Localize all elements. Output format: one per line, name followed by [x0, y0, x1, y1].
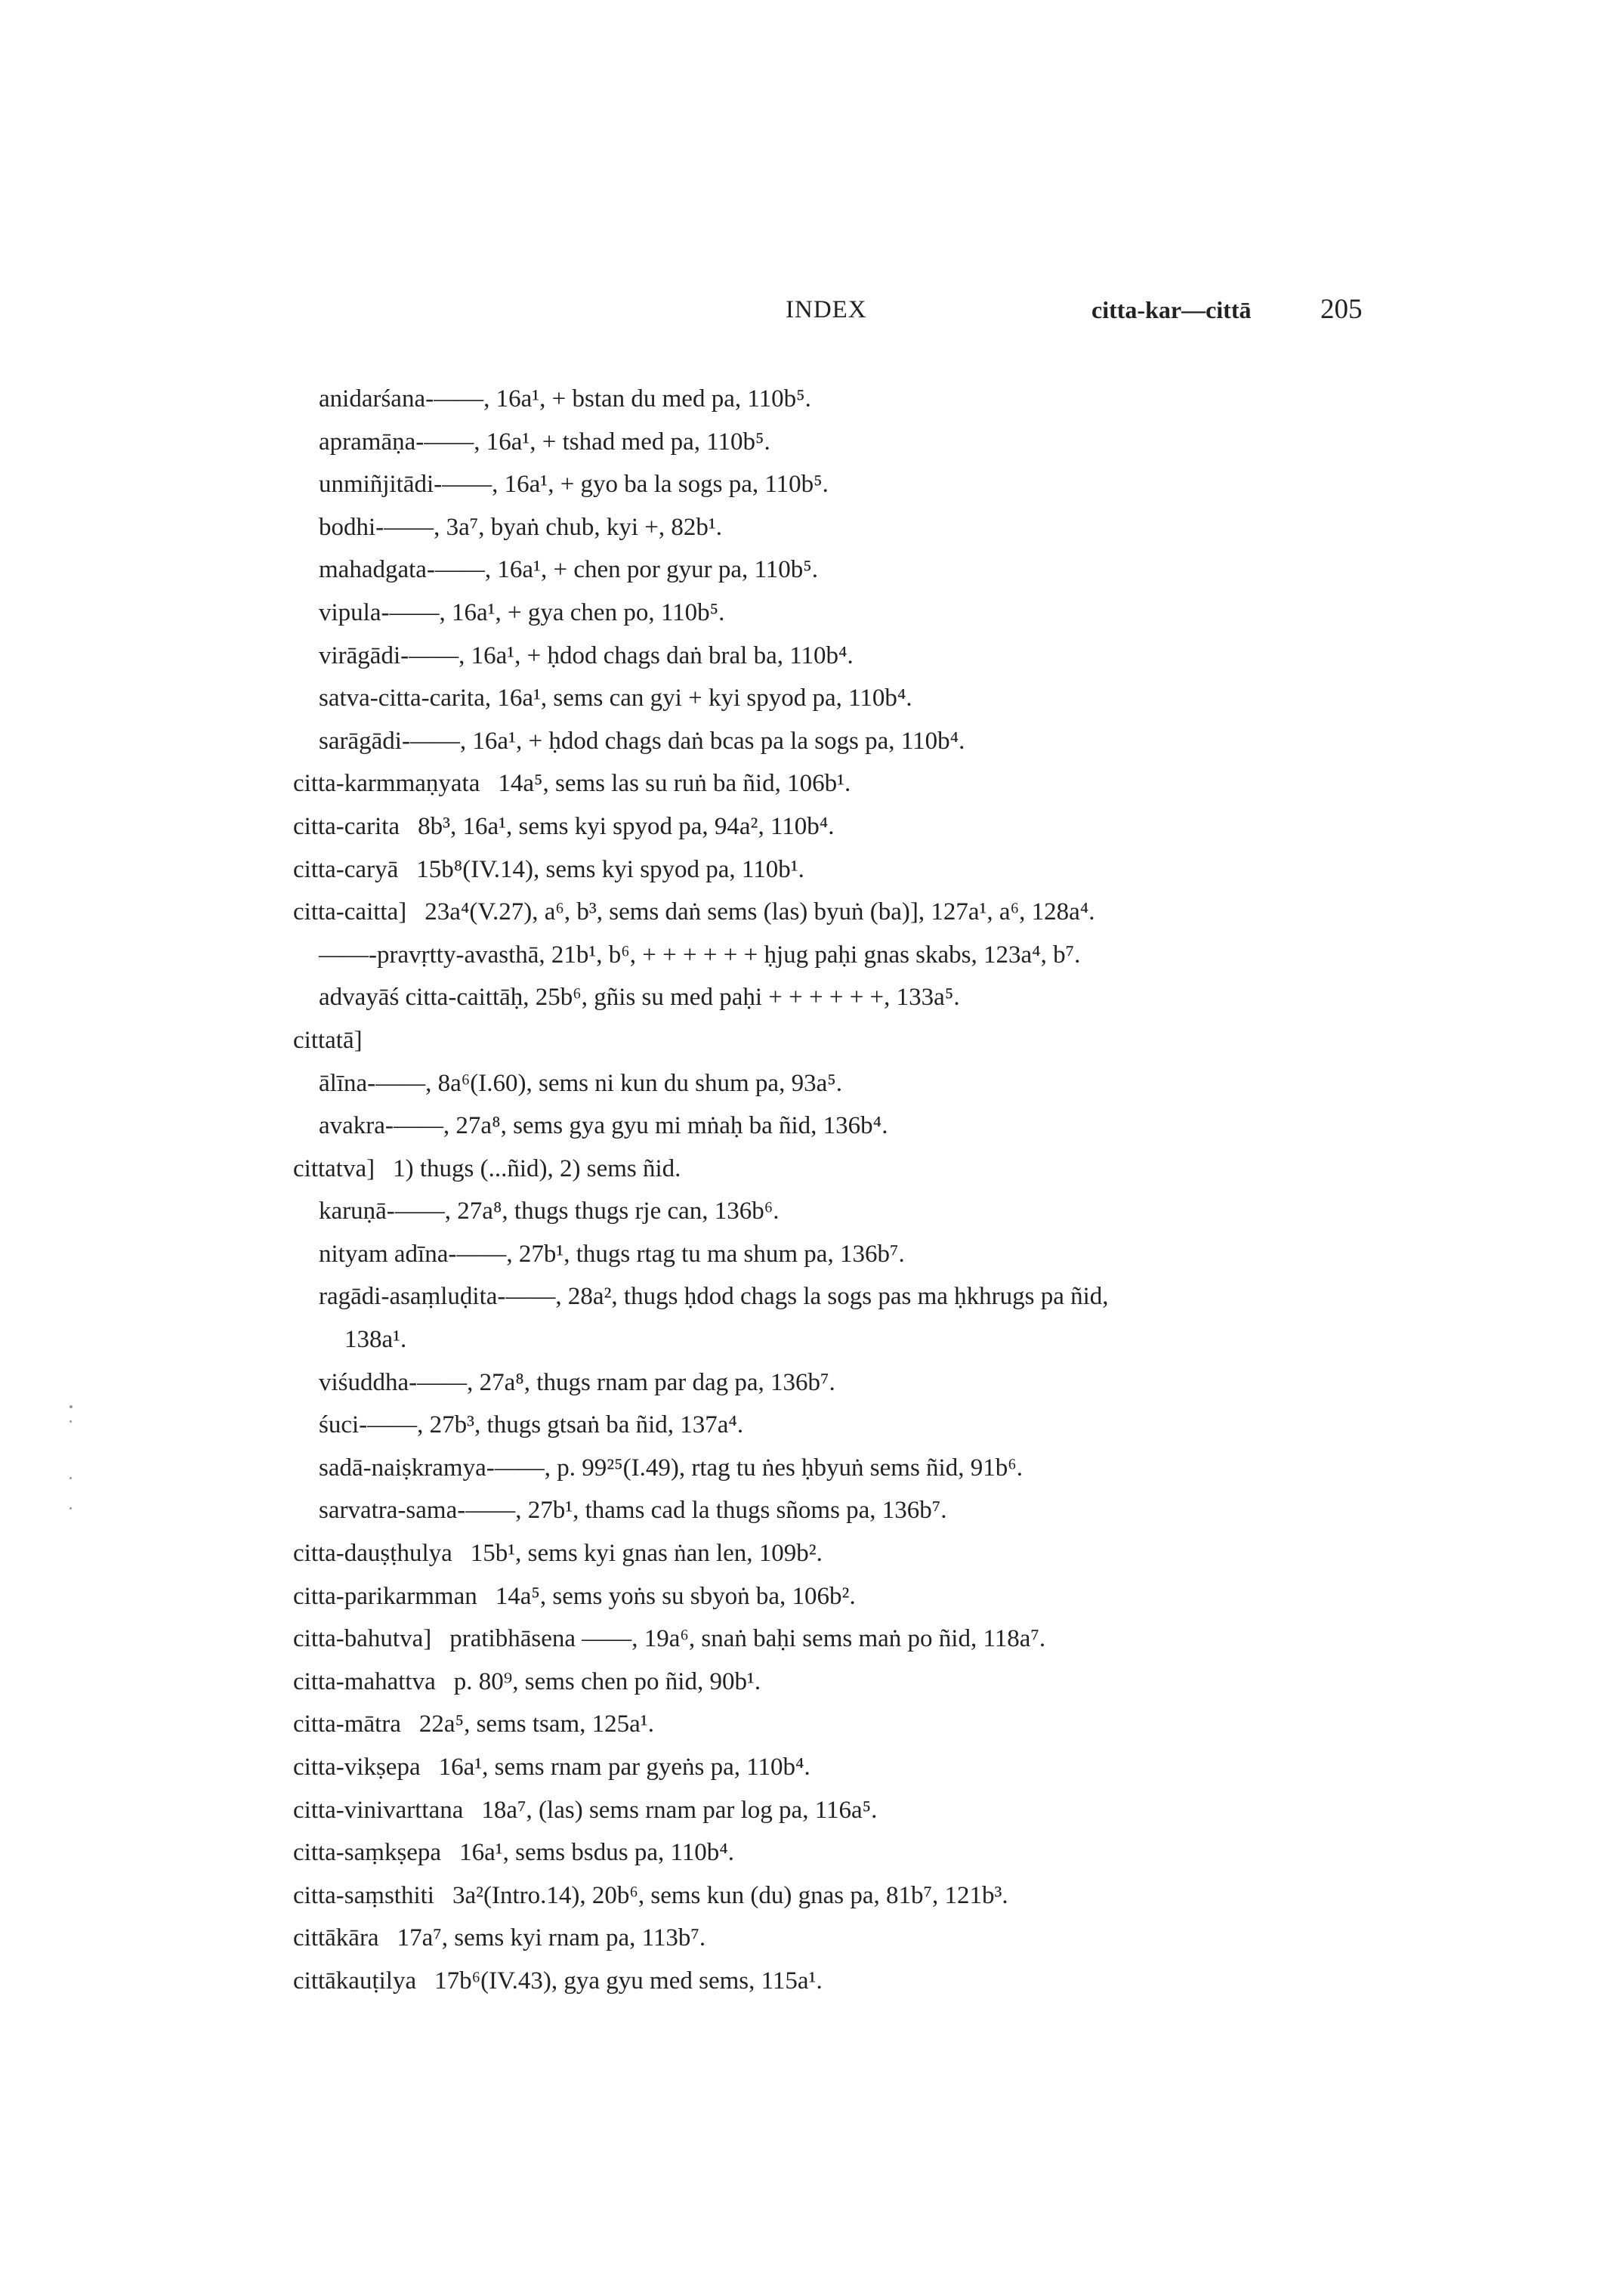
- header-entry-range: citta-kar—cittā: [1091, 296, 1252, 323]
- entry-head: citta-dauṣṭhulya: [293, 1540, 452, 1568]
- continuation-line: [0, 1318, 1624, 1361]
- sub-entry: [0, 592, 1624, 635]
- entry-text: 1) thugs (...ñid), 2) sems ñid.: [393, 1154, 681, 1182]
- sub-entry: [0, 1275, 1624, 1318]
- entry-head: citta-bahutva]: [293, 1625, 432, 1653]
- main-entry: [0, 1661, 1624, 1704]
- entry-head: cittākāra: [293, 1924, 379, 1952]
- entry-text: 16a¹, sems rnam par gyeṅs pa, 110b⁴.: [438, 1754, 810, 1781]
- sub-entry: [0, 506, 1624, 549]
- entry-text: 23a⁴(V.27), a⁶, b³, sems daṅ sems (las) byuṅ (ba)], 127a¹, a⁶, 128a⁴.: [425, 898, 1095, 926]
- entry-text: 22a⁵, sems tsam, 125a¹.: [418, 1710, 654, 1738]
- entry-text: satva-citta-carita, 16a¹, sems can gyi + kyi spyod pa, 110b⁴.: [319, 684, 912, 712]
- entry-text: 3a²(Intro.14), 20b⁶, sems kun (du) gnas pa, 81b⁷, 121b³.: [452, 1881, 1008, 1909]
- entry-head: citta-parikarmman: [293, 1582, 477, 1610]
- sub-entry: [0, 1105, 1624, 1148]
- main-entry: [0, 1917, 1624, 1960]
- entry-head: citta-mahattva: [293, 1667, 436, 1695]
- sub-entry: [0, 1361, 1624, 1404]
- entry-text: 17b⁶(IV.43), gya gyu med sems, 115a¹.: [434, 1967, 823, 1995]
- main-entry: [0, 1831, 1624, 1874]
- entry-text: viśuddha-——, 27a⁸, thugs rnam par dag pa, 136b⁷.: [319, 1368, 835, 1396]
- entry-text: 14a⁵, sems las su ruṅ ba ñid, 106b¹.: [498, 770, 851, 798]
- sub-entry: [0, 934, 1624, 977]
- sub-entry: [0, 1190, 1624, 1233]
- entry-text: śuci-——, 27b³, thugs gtsaṅ ba ñid, 137a⁴.: [319, 1411, 744, 1439]
- entry-text: ——-pravṛtty-avasthā, 21b¹, b⁶, + + + + + + ḥjug paḥi gnas skabs, 123a⁴, b⁷.: [319, 941, 1081, 969]
- main-entry: [0, 1618, 1624, 1661]
- main-entry: [0, 1746, 1624, 1789]
- main-entry: [0, 1575, 1624, 1618]
- index-entries: [0, 378, 1624, 2003]
- entry-text: 138a¹.: [344, 1326, 407, 1354]
- sub-entry: [0, 1062, 1624, 1105]
- entry-head: citta-caryā: [293, 855, 399, 883]
- sub-entry: [0, 1233, 1624, 1276]
- scan-speck: [69, 1477, 72, 1479]
- header-title: INDEX: [786, 296, 867, 323]
- entry-head: citta-saṃsthiti: [293, 1881, 434, 1909]
- entry-head: citta-karmmaṇyata: [293, 770, 480, 798]
- page-number: 205: [1320, 294, 1363, 325]
- entry-head: citta-vikṣepa: [293, 1754, 421, 1781]
- entry-text: ragādi-asaṃluḍita-——, 28a², thugs ḥdod chags la sogs pas ma ḥkhrugs pa ñid,: [319, 1283, 1109, 1311]
- entry-text: 17a⁷, sems kyi rnam pa, 113b⁷.: [397, 1924, 706, 1952]
- entry-text: 15b⁸(IV.14), sems kyi spyod pa, 110b¹.: [416, 855, 804, 883]
- main-entry: [0, 805, 1624, 848]
- entry-head: citta-vinivarttana: [293, 1796, 464, 1824]
- main-entry: [0, 1874, 1624, 1917]
- entry-text: anidarśana-——, 16a¹, + bstan du med pa, 110b⁵.: [319, 385, 811, 413]
- entry-head: cittatva]: [293, 1154, 375, 1182]
- scan-speck: [69, 1420, 72, 1423]
- entry-text: karuṇā-——, 27a⁸, thugs thugs rje can, 136b⁶.: [319, 1197, 780, 1225]
- main-entry: [0, 891, 1624, 934]
- entry-text: advayāś citta-caittāḥ, 25b⁶, gñis su med paḥi + + + + + +, 133a⁵.: [319, 984, 960, 1012]
- entry-text: mahadgata-——, 16a¹, + chen por gyur pa, 110b⁵.: [319, 556, 819, 584]
- entry-head: citta-caitta]: [293, 898, 407, 926]
- entry-head: cittatā]: [293, 1026, 363, 1054]
- sub-entry: [0, 549, 1624, 592]
- sub-entry: [0, 1447, 1624, 1490]
- entry-text: sarāgādi-——, 16a¹, + ḥdod chags daṅ bcas pa la sogs pa, 110b⁴.: [319, 727, 965, 755]
- sub-entry: [0, 378, 1624, 421]
- entry-text: sarvatra-sama-——, 27b¹, thams cad la thugs sñoms pa, 136b⁷.: [319, 1497, 947, 1525]
- entry-head: citta-saṃkṣepa: [293, 1839, 442, 1867]
- entry-text: p. 80⁹, sems chen po ñid, 90b¹.: [453, 1667, 761, 1695]
- sub-entry: [0, 421, 1624, 464]
- sub-entry: [0, 720, 1624, 763]
- sub-entry: [0, 635, 1624, 678]
- entry-text: vipula-——, 16a¹, + gya chen po, 110b⁵.: [319, 598, 725, 626]
- running-header: [0, 296, 1624, 341]
- main-entry: [0, 848, 1624, 892]
- entry-text: avakra-——, 27a⁸, sems gya gyu mi mṅaḥ ba ñid, 136b⁴.: [319, 1112, 888, 1140]
- sub-entry: [0, 677, 1624, 720]
- entry-text: pratibhāsena ——, 19a⁶, snaṅ baḥi sems maṅ po ñid, 118a⁷.: [449, 1625, 1046, 1653]
- main-entry: [0, 1703, 1624, 1746]
- entry-text: 18a⁷, (las) sems rnam par log pa, 116a⁵.: [481, 1796, 878, 1824]
- entry-text: bodhi-——, 3a⁷, byaṅ chub, kyi +, 82b¹.: [319, 513, 723, 541]
- sub-entry: [0, 1404, 1624, 1447]
- sub-entry: [0, 1489, 1624, 1532]
- entry-text: 14a⁵, sems yoṅs su sbyoṅ ba, 106b².: [495, 1582, 856, 1610]
- scan-speck: [69, 1507, 72, 1510]
- entry-text: ālīna-——, 8a⁶(I.60), sems ni kun du shum pa, 93a⁵.: [319, 1069, 842, 1097]
- main-entry: [0, 1019, 1624, 1062]
- main-entry: [0, 762, 1624, 805]
- entry-text: virāgādi-——, 16a¹, + ḥdod chags daṅ bral ba, 110b⁴.: [319, 641, 854, 669]
- entry-text: 16a¹, sems bsdus pa, 110b⁴.: [459, 1839, 734, 1867]
- sub-entry: [0, 976, 1624, 1019]
- main-entry: [0, 1789, 1624, 1832]
- main-entry: [0, 1960, 1624, 2003]
- main-entry: [0, 1148, 1624, 1191]
- entry-head: citta-carita: [293, 812, 400, 840]
- entry-text: sadā-naiṣkramya-——, p. 99²⁵(I.49), rtag tu ṅes ḥbyuṅ sems ñid, 91b⁶.: [319, 1454, 1023, 1482]
- entry-text: nityam adīna-——, 27b¹, thugs rtag tu ma shum pa, 136b⁷.: [319, 1240, 905, 1268]
- entry-text: 15b¹, sems kyi gnas ṅan len, 109b².: [470, 1540, 823, 1568]
- sub-entry: [0, 463, 1624, 506]
- main-entry: [0, 1532, 1624, 1575]
- scan-speck: [69, 1405, 73, 1408]
- entry-text: unmiñjitādi-——, 16a¹, + gyo ba la sogs pa, 110b⁵.: [319, 471, 829, 499]
- entry-head: cittākauṭilya: [293, 1967, 417, 1995]
- entry-text: apramāṇa-——, 16a¹, + tshad med pa, 110b⁵.: [319, 428, 770, 456]
- entry-head: citta-mātra: [293, 1710, 401, 1738]
- entry-text: 8b³, 16a¹, sems kyi spyod pa, 94a², 110b⁴.: [418, 812, 835, 840]
